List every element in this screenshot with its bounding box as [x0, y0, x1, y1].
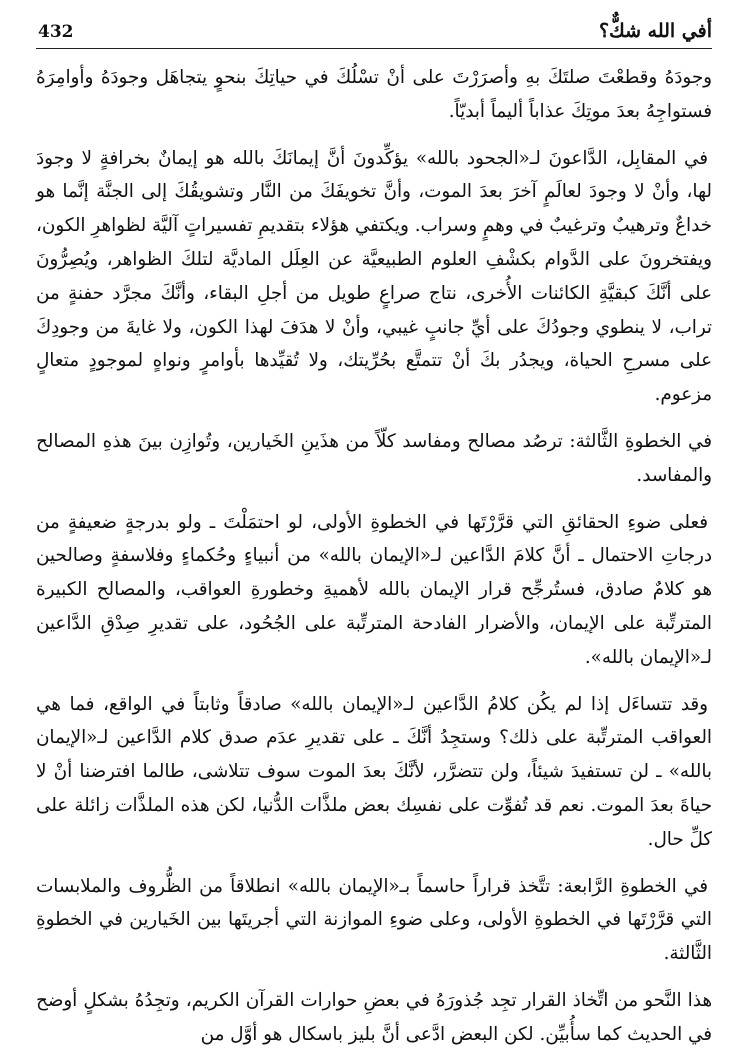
paragraph-5: وقد تتساءَل إذا لم يكُن كلامُ الدَّاعين لـ«الإيمان بالله» صادقاً وثابتاً في الواقع، فما هي العواقب المترتِّبة على ذلك؟ وستجِدُ أنَّكَ ـ على تقديرِ عدَم صدق كلام الدَّاعين لـ«الإيمان بالله» ـ لن تستفيدَ شيئاً، ولن تتضرَّر، لأنَّكَ بعدَ الموت سوف تتلاشى، طالما افترضنا أنْ لا حياةَ بعدَ الموت. نعم قد تُفوِّت على نفسِك بعض ملذَّات الدُّنيا، لكن هذه الملذَّات زائلة على كلِّ حال. — [36, 693, 712, 850]
paragraph-4: فعلى ضوءِ الحقائقِ التي قرَّرْتَها في الخطوةِ الأولى، لو احتمَلْتَ ـ ولو بدرجةٍ ضعيفةٍ من درجاتِ الاحتمال ـ أنَّ كلامَ الدَّاعين لـ«الإيمان بالله» من أنبياءٍ وحُكماءٍ وفلاسفةٍ وصالحين هو كلامٌ صادق، فستُرجِّح قرار الإيمان بالله لأهميةِ وخطورةِ العواقب، والمصالح الكبيرة المترتِّبة على الإيمان، والأضرار الفادحة المترتِّبة على الجُحُود، على تقديرِ صِدْقِ الدَّاعين لـ«الإيمان بالله». — [36, 511, 712, 668]
page-number: 432 — [38, 22, 74, 42]
paragraph-6: في الخطوةِ الرَّابعة: تتَّخذ قراراً حاسماً بـ«الإيمان بالله» انطلاقاً من الظُّروف والملابسات التي قرَّرْتَها في الخطوةِ الأولى، وعلى ضوءِ الموازنة التي أجريتَها بين الخَيارين في الخطوةِ الثَّالثة. — [36, 875, 712, 965]
paragraph-2: في المقابِل، الدَّاعونَ لـ«الجحود بالله» يؤكِّدونَ أنَّ إيمانَكَ بالله هو إيمانٌ بخرافةٍ لا وجودَ لها، وأنْ لا وجودَ لعالَمٍ آخرَ بعدَ الموت، وأنَّ تخويفَكَ من النَّار وتشويقُكَ إلى الجنَّة إنَّما هو خداعٌ وترهيبٌ وترغيبٌ في وهمٍ وسراب. ويكتفي هؤلاء بتقديمِ تفسيراتٍ آليَّة لظواهرِ الكون، ويفتخرونَ على الدَّوام بكشْفِ العلوم الطبيعيَّة عن العِلَل الماديَّة لتلكَ الظواهر، ويُصِرُّونَ على أنَّكَ كبقيَّةِ الكائنات الأُخرى، نتاج صراعٍ طويل من أجلِ البقاء، وأنَّكَ مجرَّد حفنةٍ من تراب، لا ينطوي وجودُكَ على أيِّ جانبٍ غيبي، وأنْ لا هدَفَ لهذا الكون، ولا غايةَ من وجودِكَ على مسرحِ الحياة، ويجدُر بكَ أنْ تتمتَّع بحُرِّيتك، ولا تُقيِّدها بأوامرٍ ونواهٍ لموجودٍ متعالٍ مزعوم. — [36, 147, 712, 406]
page-header — [36, 18, 712, 49]
book-page — [36, 18, 712, 1045]
page-body — [36, 61, 712, 1052]
paragraph-7: هذا النَّحو من اتِّخاذ القرار تجِد جُذورَهُ في بعضِ حوارات القرآن الكريم، وتجِدُهُ بشكلٍ أوضح في الحديث كما سأُبيِّن. لكن البعض ادَّعى أنَّ بليز باسكال هو أوَّل من — [36, 989, 712, 1045]
paragraph-3: في الخطوةِ الثَّالثة: ترصُد مصالح ومفاسد كلّاً من هذَينِ الخَيارين، وتُوازِن بينَ هذهِ المصالح والمفاسد. — [36, 430, 712, 486]
paragraph-1: وجودَهُ وقطعْتَ صلتَكَ بهِ وأصرَرْتَ على أنْ تسْلُكَ في حياتِكَ بنحوٍ يتجاهَل وجودَهُ وأوامِرَهُ فستواجِهُ بعدَ موتِكَ عذاباً أليماً أبديّاً. — [36, 67, 712, 122]
running-title: أفي الله شكٌّ؟ — [599, 20, 712, 42]
